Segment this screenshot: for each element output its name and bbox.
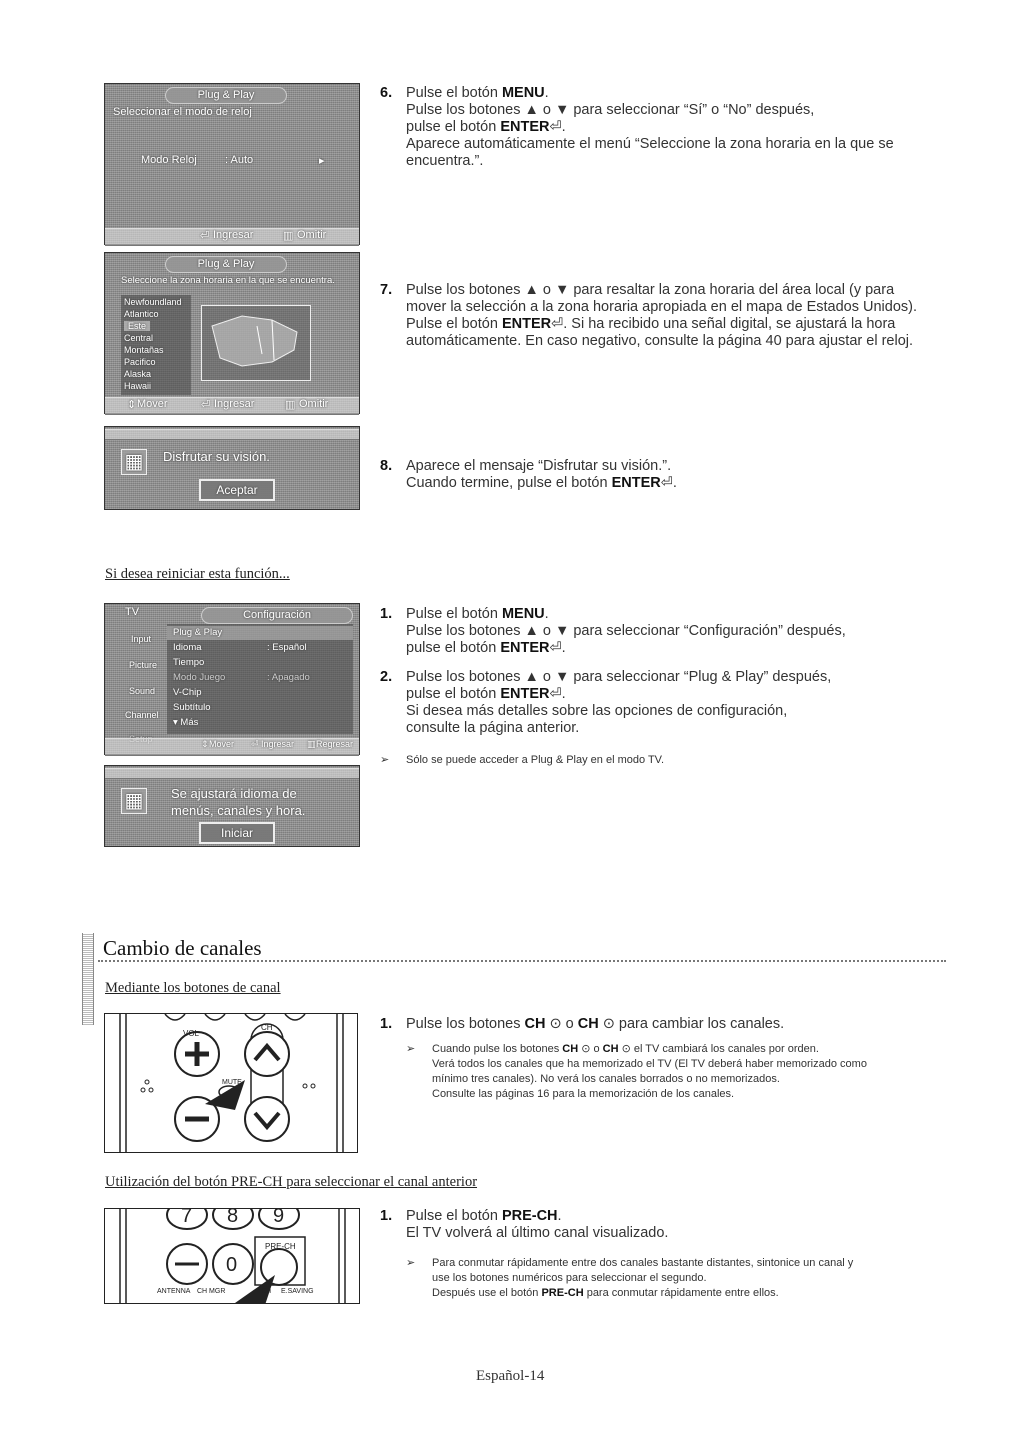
skip-icon: ▥ bbox=[283, 230, 294, 242]
zone-item[interactable]: Hawaii bbox=[124, 381, 152, 391]
zone-item[interactable]: Montañas bbox=[124, 345, 164, 355]
screen-enjoy bbox=[104, 426, 360, 510]
channel-step-1 bbox=[380, 1016, 1000, 1034]
osd-footer-enter: Ingresar bbox=[214, 398, 255, 410]
zone-item[interactable]: Central bbox=[124, 333, 154, 343]
step-number: 1. bbox=[380, 1016, 393, 1032]
step-8 bbox=[380, 458, 980, 494]
osd-subtitle: Seleccionar el modo de reloj bbox=[113, 106, 252, 118]
menu-value: : Español bbox=[267, 642, 307, 653]
osd-footer-move: Mover bbox=[209, 739, 235, 749]
ch-label: CH bbox=[261, 1023, 273, 1032]
vol-label: VOL bbox=[183, 1029, 200, 1038]
text-line: pulse el botón ENTER⏎. bbox=[406, 640, 566, 656]
step-body bbox=[406, 458, 677, 492]
menu-item[interactable]: Idioma bbox=[173, 642, 202, 653]
text-line: mínimo tres canales). No verá los canales borrados o no memorizados. bbox=[432, 1073, 780, 1085]
text-line: automáticamente. En caso negativo, consulte la página 40 para ajustar el reloj. bbox=[406, 333, 914, 349]
text-line: Pulse el botón ENTER⏎. Si ha recibido una señal digital, se ajustará la hora bbox=[406, 316, 896, 332]
note-text: Sólo se puede acceder a Plug & Play en el modo TV. bbox=[406, 754, 665, 766]
menu-value: : Apagado bbox=[267, 672, 310, 683]
text-line: Aparece automáticamente el menú “Seleccione la zona horaria en la que se bbox=[406, 136, 894, 152]
zone-item[interactable]: Pacifico bbox=[124, 357, 156, 367]
antenna-label: ANTENNA bbox=[157, 1288, 191, 1295]
enter-icon: ⏎ bbox=[201, 399, 211, 411]
enter-icon: ⏎ bbox=[251, 739, 259, 749]
step-body bbox=[406, 282, 917, 350]
enter-icon: ⏎ bbox=[200, 230, 210, 242]
zone-item[interactable]: Alaska bbox=[124, 369, 152, 379]
start-button[interactable]: Iniciar bbox=[199, 822, 275, 844]
note-arrow-icon: ➢ bbox=[406, 1043, 416, 1055]
menu-item[interactable]: V-Chip bbox=[173, 687, 202, 698]
osd-title: Plug & Play bbox=[165, 256, 287, 273]
accept-button[interactable]: Aceptar bbox=[199, 479, 275, 501]
reset-step-1 bbox=[380, 606, 980, 660]
step-body bbox=[406, 1208, 668, 1242]
move-icon: ⇕ bbox=[127, 399, 137, 411]
zone-list bbox=[121, 295, 191, 395]
reset-note bbox=[380, 753, 980, 769]
text-line: consulte la página anterior. bbox=[406, 720, 580, 736]
chmgr-label: CH MGR bbox=[197, 1288, 226, 1295]
text-line: pulse el botón ENTER⏎. bbox=[406, 119, 566, 135]
text-line: Cuando pulse los botones CH ⊙ o CH ⊙ el TV cambiará los canales por orden. bbox=[432, 1043, 819, 1055]
osd-top-bar bbox=[105, 768, 359, 779]
zone-item[interactable]: Newfoundland bbox=[124, 297, 182, 307]
step-number: 2. bbox=[380, 669, 393, 685]
zone-item-selected[interactable]: Este bbox=[124, 321, 150, 331]
tv-label: TV bbox=[125, 606, 140, 618]
us-map-image bbox=[201, 305, 311, 381]
osd-message: Disfrutar su visión. bbox=[163, 449, 270, 464]
reset-heading: Si desea reiniciar esta función... bbox=[105, 566, 290, 582]
step-number: 1. bbox=[380, 1208, 393, 1224]
osd-top-bar bbox=[105, 429, 359, 440]
side-item-input[interactable]: Input bbox=[131, 634, 152, 644]
mute-label: MUTE bbox=[222, 1079, 242, 1086]
step-body bbox=[406, 606, 846, 657]
text-line: encuentra.”. bbox=[406, 153, 484, 169]
text-line: Aparece el mensaje “Disfrutar su visión.”. bbox=[406, 458, 672, 474]
side-item-picture[interactable]: Picture bbox=[129, 660, 158, 670]
ch-list-label: CH bbox=[261, 1288, 272, 1295]
section-side-bar bbox=[82, 933, 94, 1025]
prech-step-1 bbox=[380, 1208, 1000, 1244]
page-number: Español-14 bbox=[476, 1368, 545, 1384]
osd-value: : Auto bbox=[225, 154, 254, 166]
prech-label: PRE-CH bbox=[265, 1242, 296, 1251]
step-number: 8. bbox=[380, 458, 393, 474]
note-arrow-icon: ➢ bbox=[406, 1257, 416, 1269]
osd-footer-skip: Omitir bbox=[297, 229, 327, 241]
menu-item[interactable]: Subtítulo bbox=[173, 702, 211, 713]
text-line: mover la selección a la zona horaria apropiada en el mapa de Estados Unidos). bbox=[406, 299, 918, 315]
osd-title: Plug & Play bbox=[165, 87, 287, 104]
osd-title: Configuración bbox=[201, 607, 353, 624]
key-8: 8 bbox=[227, 1209, 239, 1227]
step-number: 1. bbox=[380, 606, 393, 622]
channel-buttons-heading: Mediante los botones de canal bbox=[105, 980, 281, 996]
menu-item[interactable]: Plug & Play bbox=[173, 627, 223, 638]
section-rule bbox=[98, 960, 946, 962]
screen-plug-play-start bbox=[104, 765, 360, 847]
prech-note bbox=[406, 1256, 986, 1306]
key-0: 0 bbox=[226, 1254, 238, 1276]
screen-setup-menu bbox=[104, 603, 360, 755]
text-line: Pulse el botón MENU. bbox=[406, 85, 549, 101]
step-7 bbox=[380, 282, 980, 354]
text-line: Consulte las páginas 16 para la memorización de los canales. bbox=[432, 1088, 735, 1100]
text-line: Si desea más detalles sobre las opciones de configuración, bbox=[406, 703, 788, 719]
side-item-sound[interactable]: Sound bbox=[129, 686, 156, 696]
back-icon: ▥ bbox=[307, 739, 316, 749]
screen-time-zone bbox=[104, 252, 360, 414]
text-line: El TV volverá al último canal visualizado. bbox=[406, 1225, 669, 1241]
skip-icon: ▥ bbox=[285, 399, 296, 411]
menu-item[interactable]: Tiempo bbox=[173, 657, 205, 668]
key-7: 7 bbox=[181, 1209, 193, 1227]
text-line: Pulse los botones ▲ o ▼ para seleccionar “Configuración” después, bbox=[406, 623, 846, 639]
text-line: Cuando termine, pulse el botón ENTER⏎. bbox=[406, 475, 677, 491]
osd-footer-move: Mover bbox=[137, 398, 168, 410]
menu-item[interactable]: ▾ Más bbox=[173, 717, 199, 728]
osd-message-line1: Se ajustará idioma de bbox=[171, 786, 297, 801]
channel-note bbox=[406, 1042, 986, 1106]
osd-footer-enter: Ingresar bbox=[213, 229, 254, 241]
text-line: Pulse el botón MENU. bbox=[406, 606, 549, 622]
osd-label: Modo Reloj bbox=[141, 154, 197, 166]
screen-clock-mode bbox=[104, 83, 360, 245]
text-line: Para conmutar rápidamente entre dos canales bastante distantes, sintonice un canal y bbox=[432, 1257, 854, 1269]
menu-list bbox=[167, 624, 353, 734]
osd-arrow: ▸ bbox=[319, 155, 325, 167]
note-body bbox=[432, 1042, 867, 1102]
osd-footer-enter: Ingresar bbox=[261, 739, 295, 749]
info-icon: ▦ bbox=[121, 788, 147, 814]
step-text: Pulse los botones CH ⊙ o CH ⊙ para cambiar los canales. bbox=[406, 1016, 785, 1032]
section-title: Cambio de canales bbox=[103, 936, 262, 960]
note-body bbox=[432, 1256, 853, 1301]
note-arrow-icon: ➢ bbox=[380, 754, 390, 766]
step-number: 7. bbox=[380, 282, 393, 298]
text-line: Pulse el botón PRE-CH. bbox=[406, 1208, 562, 1224]
step-body bbox=[406, 85, 894, 170]
text-line: Después use el botón PRE-CH para conmutar rápidamente entre ellos. bbox=[432, 1287, 779, 1299]
osd-message-line2: menús, canales y hora. bbox=[171, 803, 306, 818]
osd-subtitle: Seleccione la zona horaria en la que se encuentra. bbox=[121, 275, 335, 286]
esaving-label: E.SAVING bbox=[281, 1288, 314, 1295]
text-line: Pulse los botones ▲ o ▼ para resaltar la zona horaria del área local (y para bbox=[406, 282, 895, 298]
info-icon: ▦ bbox=[121, 449, 147, 475]
text-line: Verá todos los canales que ha memorizado el TV (El TV deberá haber memorizado como bbox=[432, 1058, 867, 1070]
step-6 bbox=[380, 85, 980, 175]
text-line: pulse el botón ENTER⏎. bbox=[406, 686, 566, 702]
move-icon: ⇕ bbox=[201, 739, 209, 749]
remote-channel-buttons-image bbox=[104, 1013, 358, 1153]
remote-prech-image bbox=[104, 1208, 360, 1304]
step-number: 6. bbox=[380, 85, 393, 101]
prech-heading: Utilización del botón PRE-CH para seleccionar el canal anterior bbox=[105, 1174, 478, 1190]
side-item-channel[interactable]: Channel bbox=[125, 710, 159, 720]
key-9: 9 bbox=[273, 1209, 285, 1227]
osd-footer-skip: Omitir bbox=[299, 398, 329, 410]
osd-footer-back: Regresar bbox=[316, 739, 354, 749]
text-line: use los botones numéricos para seleccionar el segundo. bbox=[432, 1272, 707, 1284]
text-line: Pulse los botones ▲ o ▼ para seleccionar “Plug & Play” después, bbox=[406, 669, 832, 685]
text-line: Pulse los botones ▲ o ▼ para seleccionar “Sí” o “No” después, bbox=[406, 102, 815, 118]
menu-item[interactable]: Modo Juego bbox=[173, 672, 226, 683]
step-body bbox=[406, 669, 831, 737]
reset-step-2 bbox=[380, 669, 980, 741]
zone-item[interactable]: Atlantico bbox=[124, 309, 159, 319]
